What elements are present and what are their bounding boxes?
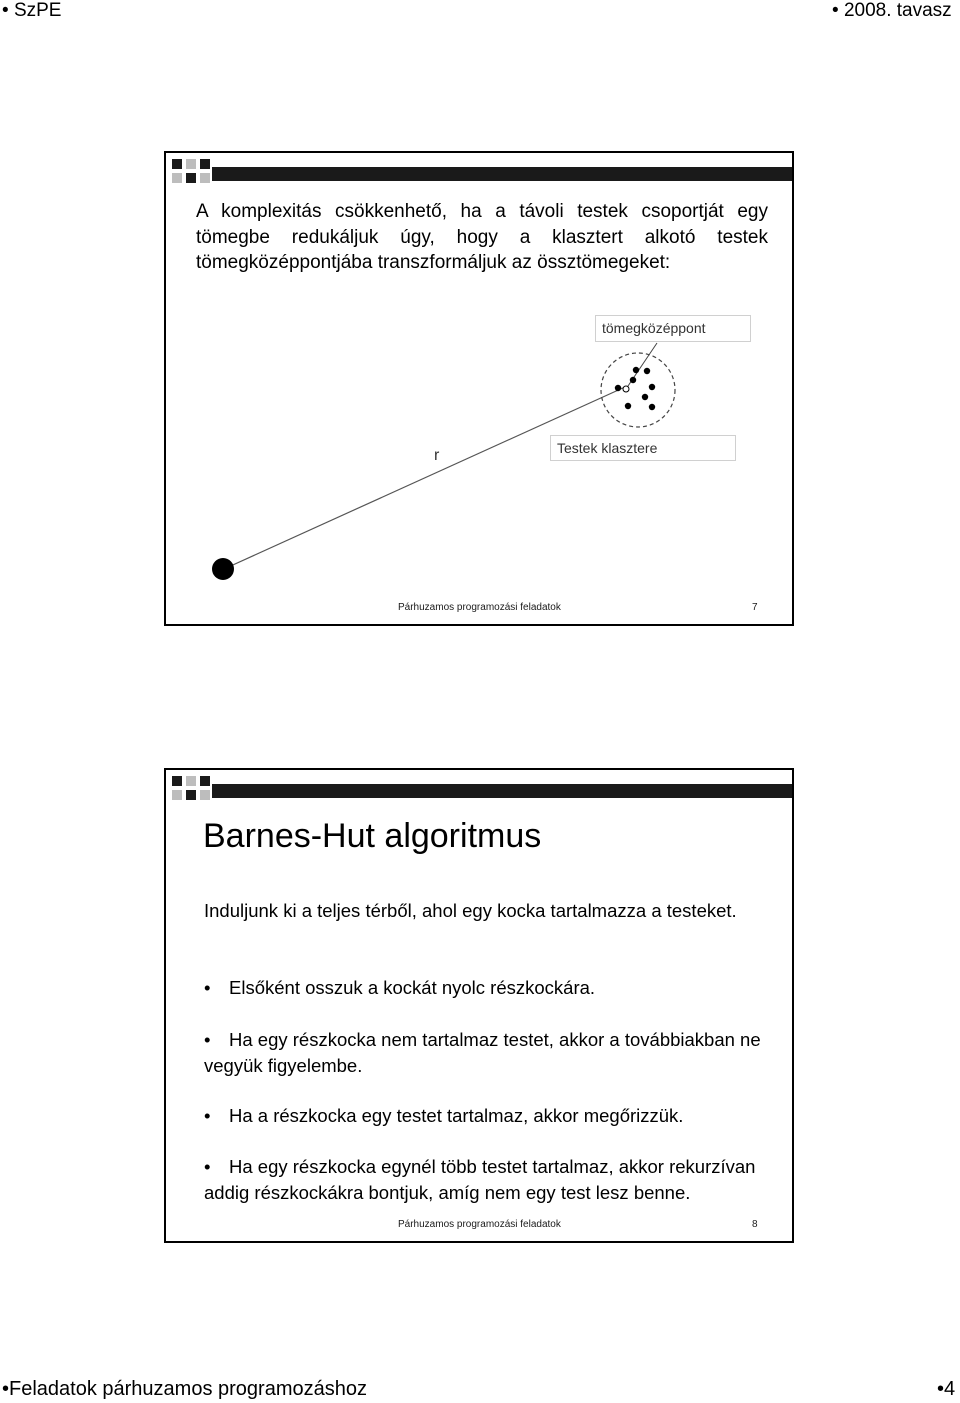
corner-square-icon [200, 776, 210, 786]
slide-8 [164, 768, 794, 1243]
header-right-text: 2008. tavasz [843, 0, 952, 21]
slide-number: 7 [752, 602, 758, 613]
footer-right: •4 [937, 1378, 956, 1400]
cluster-diagram [166, 153, 792, 624]
corner-square-icon [186, 776, 196, 786]
corner-square-icon [186, 790, 196, 800]
distance-line [224, 387, 625, 569]
bullet-icon: • [204, 1156, 211, 1177]
slide-title: Barnes-Hut algoritmus [203, 817, 542, 855]
body-dot-icon [649, 384, 655, 390]
body-dot-icon [633, 367, 639, 373]
footer-page-number: 4 [944, 1378, 956, 1400]
bullet-text: Ha a részkocka egy testet tartalmaz, akkor megőrizzük. [229, 1105, 684, 1126]
corner-square-icon [172, 790, 182, 800]
body-dot-icon [625, 403, 631, 409]
footer-left: •Feladatok párhuzamos programozáshoz [2, 1378, 367, 1400]
cluster-label: Testek klasztere [550, 435, 736, 461]
bullet-icon: • [204, 1029, 211, 1050]
bullet-item [204, 975, 764, 1001]
footer-left-text: Feladatok párhuzamos programozáshoz [9, 1378, 367, 1400]
header-left: • SzPE [2, 0, 62, 21]
distance-label: r [434, 447, 440, 464]
slide-body-text: A komplexitás csökkenhető, ha a távoli testek csoportját egy tömegbe redukáljuk úgy, hogy a klasztert alkotó testek tömegközéppontjába transzformáljuk az össztömegeket: [196, 201, 768, 273]
body-dot-icon [642, 394, 648, 400]
slide-footer-text: Párhuzamos programozási feladatok [398, 1219, 561, 1230]
bullet-item [204, 1027, 764, 1078]
bullet-icon: • [204, 977, 211, 998]
title-bar [212, 784, 792, 798]
header-left-text: SzPE [13, 0, 62, 21]
bullet-item [204, 1154, 764, 1205]
center-of-mass-label: tömegközéppont [595, 315, 751, 342]
slide-number: 8 [752, 1219, 758, 1230]
center-of-mass-icon [623, 386, 629, 392]
cluster-circle [601, 353, 675, 427]
body-dot-icon [644, 368, 650, 374]
slide-7 [164, 151, 794, 626]
body-dot-icon [615, 385, 621, 391]
bullet-icon: • [204, 1105, 211, 1126]
corner-square-icon [172, 776, 182, 786]
body-dot-icon [630, 377, 636, 383]
bullet-text: Ha egy részkocka egynél több testet tartalmaz, akkor rekurzívan addig részkockákra bontjuk, amíg nem egy test lesz benne. [204, 1156, 756, 1203]
header-right: • 2008. tavasz [832, 0, 952, 21]
body-dot-icon [649, 404, 655, 410]
bullet-text: Ha egy részkocka nem tartalmaz testet, akkor a továbbiakban ne vegyük figyelembe. [204, 1029, 761, 1076]
slide-footer-text: Párhuzamos programozási feladatok [398, 602, 561, 613]
bullet-text: Elsőként osszuk a kockát nyolc részkockára. [229, 977, 596, 998]
intro-paragraph: Induljunk ki a teljes térből, ahol egy kocka tartalmazza a testeket. [204, 900, 737, 921]
far-body-icon [212, 558, 234, 580]
bullet-item [204, 1103, 764, 1129]
corner-square-icon [200, 790, 210, 800]
